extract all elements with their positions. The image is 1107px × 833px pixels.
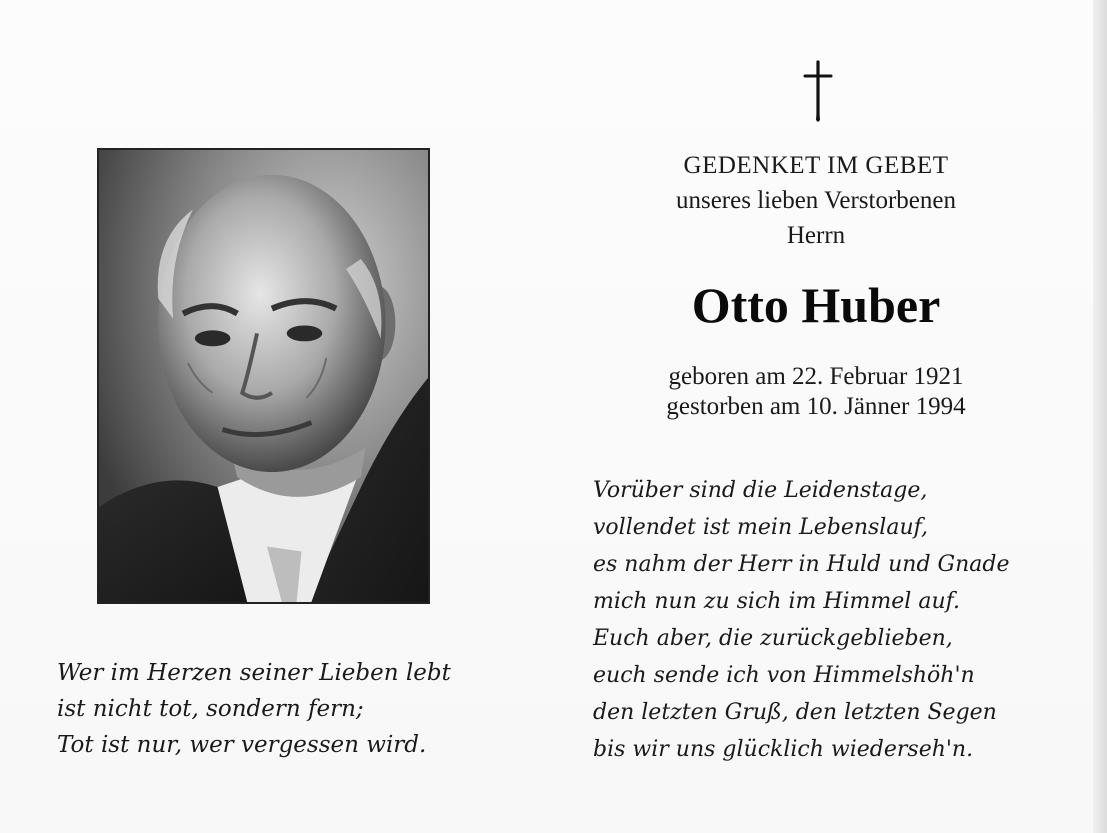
card-edge [1093,0,1107,833]
portrait-photo [97,148,430,604]
deceased-name: Otto Huber [691,277,941,333]
portrait-illustration [99,150,428,602]
left-poem-line: Wer im Herzen seiner Lieben lebt [57,660,451,686]
death-date: gestorben am 10. Jänner 1994 [666,393,966,420]
right-poem-line: Euch aber, die zurückgeblieben, [593,626,953,651]
life-dates [600,362,1032,422]
cross-icon [801,60,835,122]
header-heading: GEDENKET IM GEBET [683,152,949,179]
header-subheading: unseres lieben Verstorbenen [675,187,956,214]
memorial-header [600,148,1032,253]
right-poem-line: den letzten Gruß, den letzten Segen [593,700,997,725]
header-honorific: Herrn [786,222,846,249]
left-poem-line: Tot ist nur, wer vergessen wird. [57,732,427,758]
right-poem-line: bis wir uns glücklich wiederseh'n. [593,737,974,762]
right-poem-line: mich nun zu sich im Himmel auf. [593,589,960,614]
right-poem [593,472,1073,768]
birth-date: geboren am 22. Februar 1921 [668,363,964,390]
right-poem-line: Vorüber sind die Leidenstage, [593,478,928,503]
right-poem-line: es nahm der Herr in Huld und Gnade [593,552,1010,577]
left-poem-line: ist nicht tot, sondern fern; [57,696,364,722]
right-poem-line: vollendet ist mein Lebenslauf, [593,515,928,540]
right-poem-line: euch sende ich von Himmelshöh'n [593,663,975,688]
left-poem [57,655,477,763]
